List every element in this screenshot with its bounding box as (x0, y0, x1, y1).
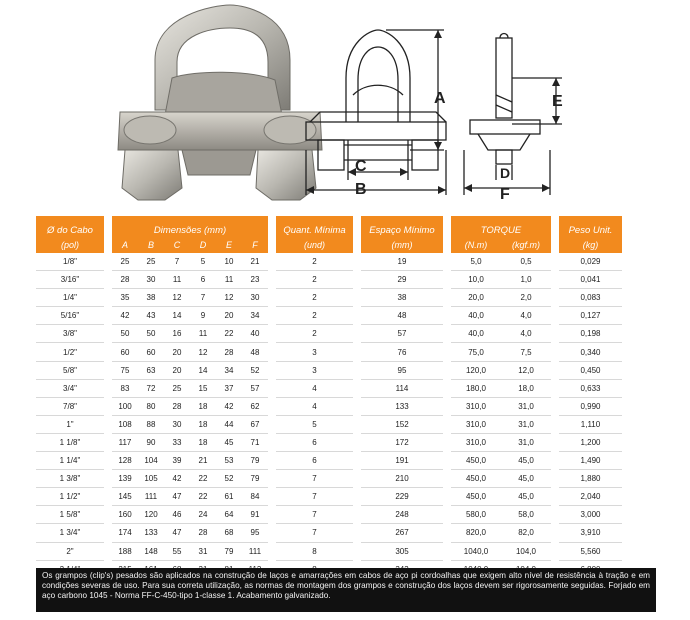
cell-torque-kgfm: 31,0 (501, 398, 551, 416)
cell-min-quantity: 7 (276, 506, 353, 524)
cell-dim-e: 12 (216, 289, 242, 307)
cell-min-space: 210 (361, 470, 443, 488)
cell-dim-c: 7 (164, 253, 190, 271)
cell-dim-f: 91 (242, 506, 268, 524)
header-dim-a: A (112, 236, 138, 253)
cell-dim-d: 12 (190, 343, 216, 361)
cell-unit-weight: 0,127 (559, 307, 622, 325)
cell-torque-kgfm: 45,0 (501, 452, 551, 470)
cell-dim-f: 62 (242, 398, 268, 416)
cell-dim-d: 28 (190, 524, 216, 542)
cell-dim-d: 22 (190, 488, 216, 506)
cell-unit-weight: 0,083 (559, 289, 622, 307)
header-dim-e: E (216, 236, 242, 253)
cell-dim-d: 14 (190, 362, 216, 380)
header-torque: TORQUE (451, 216, 551, 236)
cell-torque-kgfm: 4,0 (501, 307, 551, 325)
cell-cable-diameter: 5/8" (36, 362, 104, 380)
cell-dim-b: 105 (138, 470, 164, 488)
header-unit-kg: (kg) (559, 236, 622, 253)
cell-torque-kgfm: 0,5 (501, 253, 551, 271)
header-unit-mm: (mm) (361, 236, 443, 253)
header-unit-nm: (N.m) (451, 236, 501, 253)
table-row (36, 524, 622, 542)
cell-min-quantity: 8 (276, 543, 353, 561)
cell-cable-diameter: 3/4" (36, 380, 104, 398)
cell-cable-diameter: 1/2" (36, 343, 104, 361)
cell-dim-a: 50 (112, 325, 138, 343)
cell-unit-weight: 0,340 (559, 343, 622, 361)
cell-torque-nm: 450,0 (451, 488, 501, 506)
cell-torque-nm: 310,0 (451, 398, 501, 416)
cell-torque-nm: 120,0 (451, 362, 501, 380)
cell-cable-diameter: 1/8" (36, 253, 104, 271)
cell-torque-nm: 5,0 (451, 253, 501, 271)
cell-dim-a: 100 (112, 398, 138, 416)
cell-dim-a: 160 (112, 506, 138, 524)
cell-unit-weight: 0,633 (559, 380, 622, 398)
cell-dim-c: 14 (164, 307, 190, 325)
cell-min-space: 191 (361, 452, 443, 470)
cell-min-space: 76 (361, 343, 443, 361)
cell-min-space: 229 (361, 488, 443, 506)
cell-dim-a: 174 (112, 524, 138, 542)
cell-dim-b: 80 (138, 398, 164, 416)
cell-min-quantity: 3 (276, 362, 353, 380)
table-row (36, 271, 622, 289)
cell-dim-f: 111 (242, 543, 268, 561)
cell-min-space: 19 (361, 253, 443, 271)
cell-min-quantity: 6 (276, 452, 353, 470)
cell-dim-b: 148 (138, 543, 164, 561)
cell-dim-c: 20 (164, 343, 190, 361)
cell-dim-b: 88 (138, 416, 164, 434)
cell-torque-nm: 820,0 (451, 524, 501, 542)
table-body (36, 253, 622, 579)
cell-cable-diameter: 1 1/8" (36, 434, 104, 452)
cell-torque-kgfm: 12,0 (501, 362, 551, 380)
cell-unit-weight: 0,198 (559, 325, 622, 343)
cell-dim-a: 25 (112, 253, 138, 271)
cell-dim-b: 60 (138, 343, 164, 361)
table-row (36, 380, 622, 398)
cell-min-space: 114 (361, 380, 443, 398)
cell-min-space: 29 (361, 271, 443, 289)
cell-dim-b: 30 (138, 271, 164, 289)
cell-dim-b: 120 (138, 506, 164, 524)
cell-dim-a: 60 (112, 343, 138, 361)
cell-dim-c: 47 (164, 524, 190, 542)
dim-label-b: B (355, 181, 367, 198)
table-row (36, 289, 622, 307)
cell-dim-d: 24 (190, 506, 216, 524)
cell-min-quantity: 3 (276, 343, 353, 361)
cell-dim-c: 25 (164, 380, 190, 398)
cell-min-space: 172 (361, 434, 443, 452)
cell-unit-weight: 3,000 (559, 506, 622, 524)
cell-cable-diameter: 3/16" (36, 271, 104, 289)
header-dimensions: Dimensões (mm) (112, 216, 268, 236)
cell-dim-c: 16 (164, 325, 190, 343)
cell-dim-d: 9 (190, 307, 216, 325)
cell-dim-d: 6 (190, 271, 216, 289)
cell-dim-f: 95 (242, 524, 268, 542)
front-dimension-drawing (298, 0, 468, 210)
cell-torque-kgfm: 58,0 (501, 506, 551, 524)
dim-label-f: F (500, 186, 510, 203)
cell-dim-e: 64 (216, 506, 242, 524)
cell-dim-b: 25 (138, 253, 164, 271)
cell-dim-a: 83 (112, 380, 138, 398)
cell-cable-diameter: 5/16" (36, 307, 104, 325)
dim-label-a: A (434, 90, 446, 107)
cell-dim-b: 90 (138, 434, 164, 452)
product-description: Os grampos (clip's) pesados são aplicados na construção de laços e amarrações em cabos de aço pi cordoalhas que exigem alto nível de resistência à tração e em condições severas de uso. Para sua correta utilização, as normas de montagem dos grampos e construção dos laços devem ser rigorosamente seguidas. Forjado em aço carbono 1045 - Norma FF-C-450-tipo 1-classe 1. Acabamento galvanizado. (36, 568, 656, 612)
table-row (36, 362, 622, 380)
table-row (36, 434, 622, 452)
cell-dim-b: 38 (138, 289, 164, 307)
cell-torque-nm: 450,0 (451, 452, 501, 470)
cell-dim-f: 21 (242, 253, 268, 271)
header-dim-f: F (242, 236, 268, 253)
cell-min-quantity: 2 (276, 307, 353, 325)
cell-min-quantity: 5 (276, 416, 353, 434)
table-row (36, 325, 622, 343)
dim-label-e: E (552, 93, 563, 110)
table-row (36, 398, 622, 416)
cell-dim-d: 7 (190, 289, 216, 307)
cell-cable-diameter: 1/4" (36, 289, 104, 307)
table-row (36, 307, 622, 325)
cell-min-space: 267 (361, 524, 443, 542)
cell-min-quantity: 2 (276, 289, 353, 307)
cell-cable-diameter: 1" (36, 416, 104, 434)
cell-dim-f: 23 (242, 271, 268, 289)
header-dim-b: B (138, 236, 164, 253)
cell-min-quantity: 4 (276, 398, 353, 416)
table-row (36, 343, 622, 361)
cell-unit-weight: 5,560 (559, 543, 622, 561)
table-row (36, 543, 622, 561)
cell-dim-c: 30 (164, 416, 190, 434)
cell-unit-weight: 1,490 (559, 452, 622, 470)
cell-dim-e: 11 (216, 271, 242, 289)
cell-dim-d: 22 (190, 470, 216, 488)
cell-dim-f: 52 (242, 362, 268, 380)
cell-dim-b: 43 (138, 307, 164, 325)
header-unit-pol: (pol) (36, 236, 104, 253)
cell-cable-diameter: 3/8" (36, 325, 104, 343)
cell-min-space: 38 (361, 289, 443, 307)
cell-dim-d: 21 (190, 452, 216, 470)
cell-cable-diameter: 1 1/4" (36, 452, 104, 470)
cell-cable-diameter: 1 1/2" (36, 488, 104, 506)
cell-dim-b: 50 (138, 325, 164, 343)
table-row (36, 253, 622, 271)
cell-dim-e: 68 (216, 524, 242, 542)
cell-dim-a: 188 (112, 543, 138, 561)
cell-min-space: 48 (361, 307, 443, 325)
header-unit-weight: Peso Unit. (559, 216, 622, 236)
cell-min-quantity: 2 (276, 253, 353, 271)
cell-dim-d: 15 (190, 380, 216, 398)
cell-dim-f: 57 (242, 380, 268, 398)
table-row (36, 452, 622, 470)
cell-dim-c: 20 (164, 362, 190, 380)
cell-dim-d: 5 (190, 253, 216, 271)
cell-dim-a: 145 (112, 488, 138, 506)
cell-unit-weight: 3,910 (559, 524, 622, 542)
cell-cable-diameter: 1 3/4" (36, 524, 104, 542)
cell-torque-kgfm: 7,5 (501, 343, 551, 361)
cell-unit-weight: 0,029 (559, 253, 622, 271)
cell-dim-b: 133 (138, 524, 164, 542)
table-row (36, 416, 622, 434)
dim-label-d: D (500, 165, 511, 181)
cell-dim-c: 11 (164, 271, 190, 289)
cell-min-quantity: 2 (276, 271, 353, 289)
cell-min-quantity: 7 (276, 488, 353, 506)
cell-min-quantity: 7 (276, 524, 353, 542)
cell-torque-nm: 10,0 (451, 271, 501, 289)
cell-cable-diameter: 2" (36, 543, 104, 561)
cell-dim-c: 12 (164, 289, 190, 307)
cell-min-quantity: 6 (276, 434, 353, 452)
cell-cable-diameter: 1 5/8" (36, 506, 104, 524)
cell-dim-e: 61 (216, 488, 242, 506)
cell-dim-e: 44 (216, 416, 242, 434)
cell-torque-kgfm: 45,0 (501, 470, 551, 488)
cell-unit-weight: 1,200 (559, 434, 622, 452)
cell-torque-kgfm: 2,0 (501, 289, 551, 307)
dim-label-c: C (355, 158, 367, 175)
cell-dim-c: 55 (164, 543, 190, 561)
cell-unit-weight: 2,040 (559, 488, 622, 506)
cell-min-space: 152 (361, 416, 443, 434)
cell-dim-e: 53 (216, 452, 242, 470)
cell-dim-e: 42 (216, 398, 242, 416)
cell-dim-f: 34 (242, 307, 268, 325)
cell-dim-e: 10 (216, 253, 242, 271)
cell-torque-nm: 310,0 (451, 434, 501, 452)
cell-dim-a: 128 (112, 452, 138, 470)
cell-torque-kgfm: 104,0 (501, 543, 551, 561)
product-figure-area (0, 0, 690, 210)
cell-dim-a: 117 (112, 434, 138, 452)
cell-torque-nm: 580,0 (451, 506, 501, 524)
cell-cable-diameter: 1 3/8" (36, 470, 104, 488)
cell-dim-e: 79 (216, 543, 242, 561)
cell-torque-kgfm: 18,0 (501, 380, 551, 398)
cell-min-space: 305 (361, 543, 443, 561)
cell-cable-diameter: 7/8" (36, 398, 104, 416)
cell-torque-nm: 75,0 (451, 343, 501, 361)
cell-dim-c: 47 (164, 488, 190, 506)
cell-dim-e: 45 (216, 434, 242, 452)
cell-dim-e: 52 (216, 470, 242, 488)
cell-dim-b: 63 (138, 362, 164, 380)
specification-table (36, 216, 622, 579)
cell-min-quantity: 4 (276, 380, 353, 398)
cell-dim-f: 71 (242, 434, 268, 452)
cell-dim-c: 46 (164, 506, 190, 524)
cell-min-space: 57 (361, 325, 443, 343)
cell-dim-a: 42 (112, 307, 138, 325)
cell-dim-c: 39 (164, 452, 190, 470)
cell-torque-kgfm: 31,0 (501, 416, 551, 434)
cell-torque-nm: 180,0 (451, 380, 501, 398)
cell-unit-weight: 0,450 (559, 362, 622, 380)
cell-dim-a: 75 (112, 362, 138, 380)
side-dimension-drawing (460, 0, 580, 210)
cell-dim-d: 18 (190, 416, 216, 434)
cell-torque-kgfm: 4,0 (501, 325, 551, 343)
cell-min-space: 133 (361, 398, 443, 416)
header-dim-c: C (164, 236, 190, 253)
cell-dim-f: 40 (242, 325, 268, 343)
header-cable-diameter: Ø do Cabo (36, 216, 104, 236)
cell-torque-kgfm: 1,0 (501, 271, 551, 289)
cell-min-space: 248 (361, 506, 443, 524)
cell-torque-nm: 40,0 (451, 325, 501, 343)
cell-dim-f: 48 (242, 343, 268, 361)
cell-dim-b: 111 (138, 488, 164, 506)
table-row (36, 488, 622, 506)
table-row (36, 506, 622, 524)
cell-min-quantity: 2 (276, 325, 353, 343)
cell-dim-f: 79 (242, 470, 268, 488)
header-min-space: Espaço Mínimo (361, 216, 443, 236)
cell-dim-d: 11 (190, 325, 216, 343)
table-row (36, 470, 622, 488)
cell-dim-f: 67 (242, 416, 268, 434)
cell-dim-b: 72 (138, 380, 164, 398)
cell-unit-weight: 1,110 (559, 416, 622, 434)
cell-dim-a: 108 (112, 416, 138, 434)
cell-torque-nm: 20,0 (451, 289, 501, 307)
cell-dim-e: 22 (216, 325, 242, 343)
cell-unit-weight: 0,041 (559, 271, 622, 289)
header-unit-und: (und) (276, 236, 353, 253)
cell-dim-d: 31 (190, 543, 216, 561)
header-unit-kgfm: (kgf.m) (501, 236, 551, 253)
cell-torque-nm: 310,0 (451, 416, 501, 434)
cell-dim-a: 139 (112, 470, 138, 488)
cell-dim-d: 18 (190, 398, 216, 416)
cell-dim-c: 33 (164, 434, 190, 452)
cell-min-quantity: 7 (276, 470, 353, 488)
cell-dim-a: 35 (112, 289, 138, 307)
cell-dim-c: 42 (164, 470, 190, 488)
cell-dim-f: 84 (242, 488, 268, 506)
cell-dim-e: 20 (216, 307, 242, 325)
cell-torque-kgfm: 82,0 (501, 524, 551, 542)
cell-torque-kgfm: 45,0 (501, 488, 551, 506)
header-dim-d: D (190, 236, 216, 253)
cell-unit-weight: 1,880 (559, 470, 622, 488)
cell-dim-b: 104 (138, 452, 164, 470)
cell-dim-c: 28 (164, 398, 190, 416)
cell-dim-a: 28 (112, 271, 138, 289)
cell-dim-e: 34 (216, 362, 242, 380)
cell-unit-weight: 0,990 (559, 398, 622, 416)
cell-dim-e: 28 (216, 343, 242, 361)
cell-min-space: 95 (361, 362, 443, 380)
cell-torque-nm: 450,0 (451, 470, 501, 488)
cell-dim-e: 37 (216, 380, 242, 398)
cell-torque-kgfm: 31,0 (501, 434, 551, 452)
cell-dim-f: 30 (242, 289, 268, 307)
header-min-quantity: Quant. Mínima (276, 216, 353, 236)
cell-dim-f: 79 (242, 452, 268, 470)
cell-dim-d: 18 (190, 434, 216, 452)
cell-torque-nm: 40,0 (451, 307, 501, 325)
cell-torque-nm: 1040,0 (451, 543, 501, 561)
